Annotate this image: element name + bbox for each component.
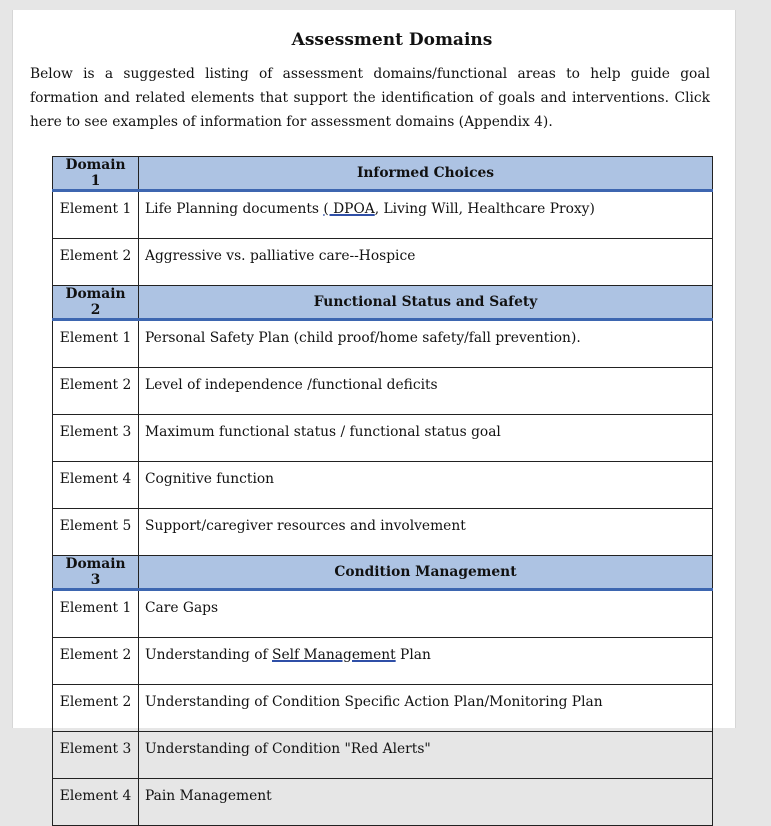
element-label: Element 1 [53, 191, 139, 239]
domain-header-row [53, 157, 713, 191]
element-row [53, 779, 713, 826]
element-row [53, 732, 713, 779]
domain-label: Domain 3 [53, 556, 139, 590]
element-row [53, 590, 713, 638]
element-text-tail: , Living Will, Healthcare Proxy) [374, 201, 595, 217]
element-description: Understanding of Condition Specific Action Plan/Monitoring Plan [139, 685, 713, 732]
document-page [12, 10, 736, 804]
self-management-link[interactable]: Self Management [272, 647, 396, 663]
domain-name: Informed Choices [139, 157, 713, 191]
element-label: Element 1 [53, 590, 139, 638]
element-description: Cognitive function [139, 462, 713, 509]
element-row [53, 509, 713, 556]
element-row [53, 462, 713, 509]
element-row [53, 638, 713, 685]
element-row [53, 368, 713, 415]
element-text-tail: Plan [395, 647, 431, 663]
element-label: Element 4 [53, 779, 139, 826]
element-text: Life Planning documents [145, 201, 324, 217]
element-label: Element 4 [53, 462, 139, 509]
assessment-domains-table [52, 156, 713, 826]
element-description: Pain Management [139, 779, 713, 826]
element-text: Understanding of [145, 647, 272, 663]
element-label: Element 3 [53, 415, 139, 462]
domain-label: Domain 1 [53, 157, 139, 191]
element-row [53, 415, 713, 462]
dpoa-link[interactable]: ( DPOA [323, 201, 375, 217]
element-row [53, 320, 713, 368]
domain-header-row [53, 556, 713, 590]
element-description: Maximum functional status / functional status goal [139, 415, 713, 462]
element-description [139, 191, 713, 239]
element-label: Element 2 [53, 239, 139, 286]
element-label: Element 2 [53, 368, 139, 415]
element-description: Care Gaps [139, 590, 713, 638]
intro-paragraph: Below is a suggested listing of assessment domains/functional areas to help guide goal formation and related elements that support the identification of goals and interventions. Click here to see examples of information for assessment domains (Appendix 4). [30, 66, 710, 130]
element-label: Element 3 [53, 732, 139, 779]
element-row [53, 685, 713, 732]
domain-name: Condition Management [139, 556, 713, 590]
element-label: Element 5 [53, 509, 139, 556]
element-row [53, 191, 713, 239]
element-label: Element 2 [53, 638, 139, 685]
page-title: Assessment Domains [291, 30, 493, 50]
element-description: Aggressive vs. palliative care--Hospice [139, 239, 713, 286]
element-description: Understanding of Condition "Red Alerts" [139, 732, 713, 779]
element-row [53, 239, 713, 286]
domain-label: Domain 2 [53, 286, 139, 320]
element-description [139, 638, 713, 685]
element-label: Element 1 [53, 320, 139, 368]
element-description: Level of independence /functional deficits [139, 368, 713, 415]
domain-header-row [53, 286, 713, 320]
element-description: Support/caregiver resources and involvement [139, 509, 713, 556]
element-description: Personal Safety Plan (child proof/home safety/fall prevention). [139, 320, 713, 368]
domain-name: Functional Status and Safety [139, 286, 713, 320]
element-label: Element 2 [53, 685, 139, 732]
